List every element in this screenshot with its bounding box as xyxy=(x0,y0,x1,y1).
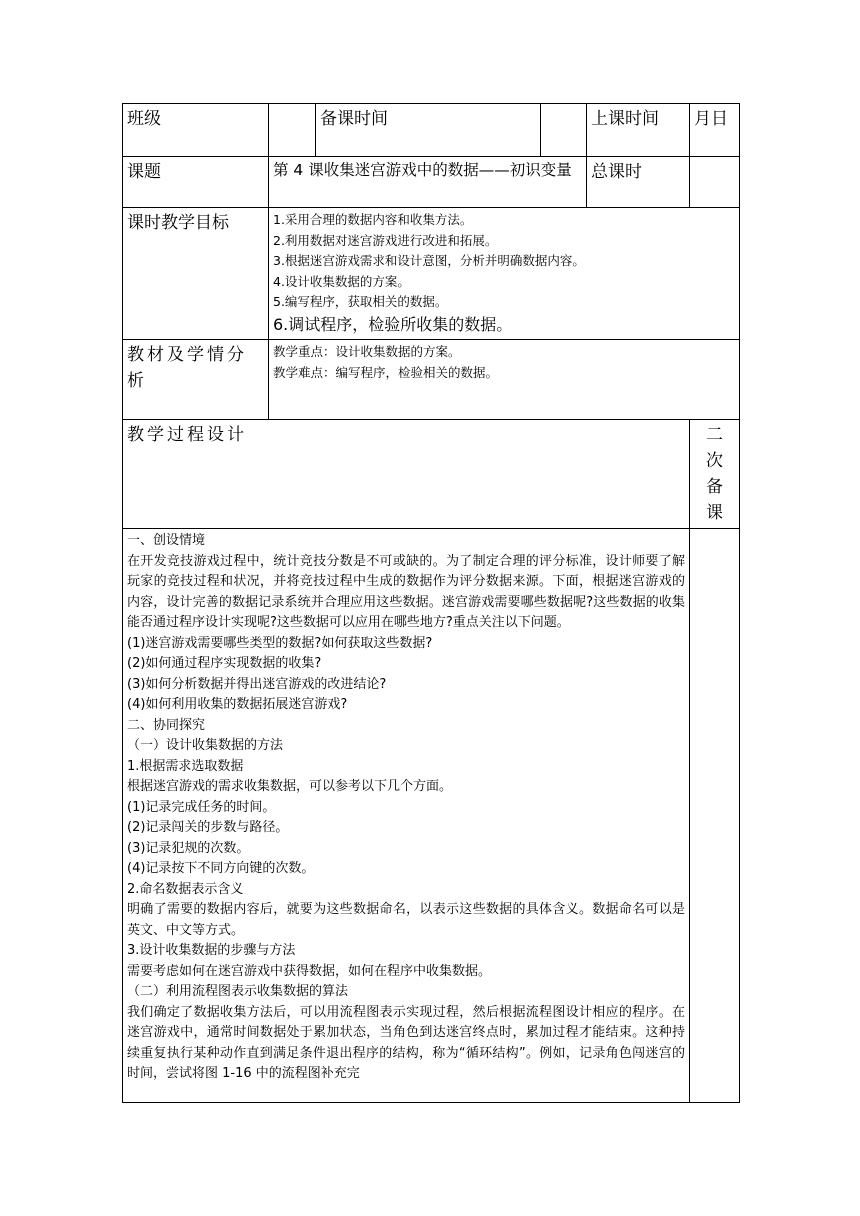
lesson-plan-table xyxy=(122,103,740,1103)
content-paragraph: (2)记录闯关的步数与路径。 xyxy=(127,820,289,835)
content-paragraph: (4)记录按下不同方向键的次数。 xyxy=(127,861,315,876)
class-label: 班级 xyxy=(123,104,269,157)
objective-item: 6.调试程序，检验所收集的数据。 xyxy=(273,314,513,334)
class-time-label: 上课时间 xyxy=(587,104,690,157)
class-value[interactable] xyxy=(269,104,316,157)
content-paragraph: 3.设计收集数据的步骤与方法 xyxy=(127,943,296,958)
row-analysis xyxy=(123,340,740,420)
content-paragraph: （一）设计收集数据的方法 xyxy=(127,738,284,753)
content-paragraph: (4)如何利用收集的数据拓展迷宫游戏? xyxy=(127,697,348,712)
process-label: 教学过程设计 xyxy=(123,420,690,529)
content-paragraph: (2)如何通过程序实现数据的收集? xyxy=(127,656,322,671)
total-hours-value[interactable] xyxy=(690,157,740,208)
content-paragraph: 一、创设情境 xyxy=(127,533,206,548)
content-paragraph: 我们确定了数据收集方法后，可以用流程图表示实现过程，然后根据流程图设计相应的程序。在迷宫游戏中，通常时间数据处于累加状态，当角色到达迷宫终点时，累加过程才能结束。这种持续重复执行某种动作直到满足条件退出程序的结构，称为“循环结构”。例如，记录角色闯迷宫的时间，尝试将图 1-16 中的流程图补充完 xyxy=(127,1004,685,1081)
analysis-label: 教材及学情分析 xyxy=(123,340,269,420)
objective-item: 2.利用数据对迷宫游戏进行改进和拓展。 xyxy=(273,232,498,248)
objective-item: 4.设计收集数据的方案。 xyxy=(273,273,410,289)
key-point: 教学重点：设计收集数据的方案。 xyxy=(273,344,461,359)
analysis-content xyxy=(269,340,740,420)
content-paragraph: （二）利用流程图表示收集数据的算法 xyxy=(127,984,349,999)
row-header xyxy=(123,104,740,157)
topic-value: 第 4 课收集迷宫游戏中的数据——初识变量 xyxy=(269,157,587,208)
prep-time-label: 备课时间 xyxy=(316,104,541,157)
objective-item: 3.根据迷宫游戏需求和设计意图，分析并明确数据内容。 xyxy=(273,253,585,268)
row-process-content xyxy=(123,529,740,1103)
content-paragraph: 在开发竞技游戏过程中，统计竞技分数是不可或缺的。为了制定合理的评分标准，设计师要了解玩家的竞技过程和状况，并将竞技过程中生成的数据作为评分数据来源。下面，根据迷宫游戏的内容，设计完善的数据记录系统并合理应用这些数据。迷宫游戏需要哪些数据呢?这些数据的收集能否通过程序设计实现呢?这些数据可以应用在哪些地方?重点关注以下问题。 xyxy=(127,553,685,630)
content-paragraph: 明确了需要的数据内容后，就要为这些数据命名，以表示这些数据的具体含义。数据命名可以是英文、中文等方式。 xyxy=(127,902,685,938)
process-content xyxy=(123,529,690,1103)
second-prep-notes[interactable] xyxy=(690,529,740,1103)
content-paragraph: 根据迷宫游戏的需求收集数据，可以参考以下几个方面。 xyxy=(127,779,453,794)
topic-label: 课题 xyxy=(123,157,269,208)
content-paragraph: (1)迷宫游戏需要哪些类型的数据?如何获取这些数据? xyxy=(127,635,433,651)
content-paragraph: 2.命名数据表示含义 xyxy=(127,881,244,897)
objective-item: 1.采用合理的数据内容和收集方法。 xyxy=(273,212,473,227)
row-objectives xyxy=(123,208,740,340)
second-prep-label: 二次备课 xyxy=(706,425,723,523)
objective-item: 5.编写程序，获取相关的数据。 xyxy=(273,294,448,309)
class-time-value[interactable]: 月日 xyxy=(690,104,740,157)
row-topic xyxy=(123,157,740,208)
content-paragraph: (1)记录完成任务的时间。 xyxy=(127,799,276,815)
second-prep-cell xyxy=(690,420,740,529)
total-hours-label: 总课时 xyxy=(587,157,690,208)
difficult-point: 教学难点：编写程序，检验相关的数据。 xyxy=(273,364,499,380)
content-paragraph: 二、协同探究 xyxy=(127,717,206,733)
content-paragraph: (3)记录犯规的次数。 xyxy=(127,840,250,856)
prep-time-value[interactable] xyxy=(541,104,587,157)
objectives-label: 课时教学目标 xyxy=(123,208,269,340)
content-paragraph: (3)如何分析数据并得出迷宫游戏的改进结论? xyxy=(127,676,387,692)
content-paragraph: 1.根据需求选取数据 xyxy=(127,758,244,774)
content-paragraph: 需要考虑如何在迷宫游戏中获得数据，如何在程序中收集数据。 xyxy=(127,963,492,979)
row-process-header xyxy=(123,420,740,529)
objectives-list xyxy=(269,208,740,340)
